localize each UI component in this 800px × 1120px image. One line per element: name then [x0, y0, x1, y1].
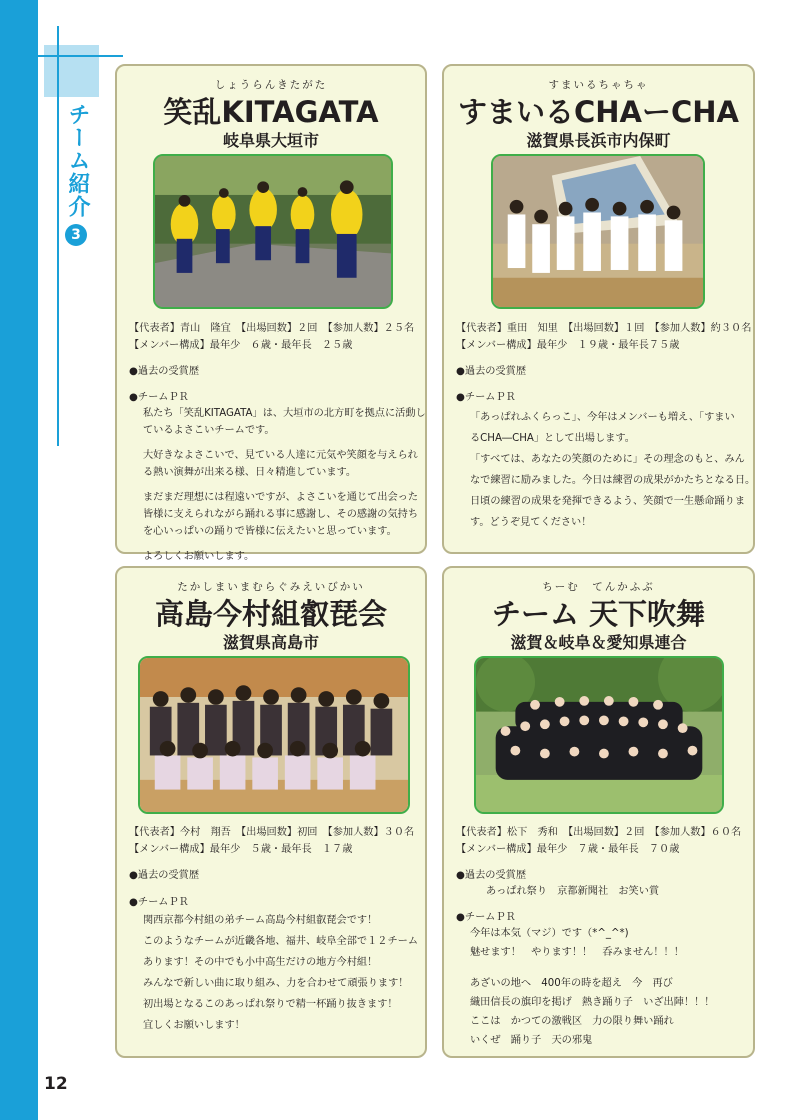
team-info [456, 320, 752, 354]
history-label: ●過去の受賞歴 [129, 366, 200, 377]
team-location: 滋賀＆岐阜＆愛知県連合 [510, 633, 687, 652]
pr-line: いくぜ 踊り子 天の邪鬼 [470, 1035, 593, 1046]
indoor-group-photo-illustration [140, 658, 408, 812]
info-line-members: 【メンバー構成】最年少 ７歳・最年長 ７０歳 [456, 844, 680, 855]
pr-line: このようなチームが近畿各地、福井、岐阜全部で１２チーム [143, 936, 419, 947]
info-line-members: 【メンバー構成】最年少 １９歳・最年長７５歳 [456, 340, 680, 351]
team-title: チーム 天下吹舞 [491, 597, 706, 631]
team-title: 笑乱KITAGATA [163, 95, 379, 129]
pr-text [143, 910, 419, 1036]
team-card-shoran [115, 64, 427, 562]
pr-line: 関西京都今村組の弟チーム高島今村組叡琵会です！ [143, 915, 378, 926]
pr-line: よろしくお願いします。 [143, 551, 255, 562]
page-number: 12 [44, 1074, 68, 1094]
pr-line: 大好きなよさこいで、見ている人達に元気や笑顔を与えられ [143, 450, 418, 461]
pr-line: を心いっぱいの踊りで皆様に伝えたいと思っています。 [143, 526, 397, 537]
history-label: ●過去の受賞歴 [456, 366, 527, 377]
pr-line: るCHA―CHA」として出場します。 [470, 433, 635, 444]
team-location: 滋賀県高島市 [222, 633, 319, 652]
outdoor-group-photo-illustration [476, 658, 722, 812]
team-ruby: すまいるちゃちゃ [548, 79, 649, 91]
team-ruby: たかしまいまむらぐみえいびかい [177, 581, 365, 593]
pr-line: 私たち「笑乱KITAGATA」は、大垣市の北方町を拠点に活動し [143, 408, 426, 419]
pr-text [143, 405, 426, 565]
vertical-divider-line [57, 26, 59, 446]
pr-line: 皆様に支えられながら踊れる事に感謝し、その感謝の気持ち [143, 509, 419, 520]
pr-line: ここは かつての激戦区 力の限り舞い踊れ [470, 1016, 674, 1027]
pr-line: 魅せます！ やります！！ 呑みません！！！ [470, 947, 684, 958]
corner-accent [44, 45, 99, 97]
team-card-smile [442, 64, 755, 554]
pr-line [143, 481, 415, 489]
section-number-badge: 3 [65, 224, 87, 246]
pr-line [143, 439, 415, 447]
pr-line: 日頃の練習の成果を発揮できるよう、笑顔で一生懸命踊りま [470, 496, 746, 507]
info-line-members: 【メンバー構成】最年少 ５歳・最年長 １７歳 [129, 844, 353, 855]
info-line-representative: 【代表者】重田 知里 【出場回数】１回 【参加人数】約３０名 [456, 323, 752, 334]
pr-line: まだまだ理想には程遠いですが、よさこいを通じて出会った [143, 492, 419, 503]
history-label: ●過去の受賞歴 [129, 870, 200, 881]
pr-line: す。どうぞ見てください！ [470, 517, 592, 528]
info-line-representative: 【代表者】青山 隆宜 【出場回数】２回 【参加人数】２５名 [129, 323, 415, 334]
pr-line: なで練習に励みました。今日は練習の成果がかたちとなる日。 [470, 475, 756, 486]
pr-line: 織田信長の旗印を掲げ 熱き踊り子 いざ出陣！！！ [470, 997, 715, 1008]
info-line-representative: 【代表者】今村 翔吾 【出場回数】初回 【参加人数】３０名 [129, 827, 415, 838]
team-card-takashima [115, 566, 427, 1058]
divider-line [38, 55, 123, 57]
team-photo [138, 656, 410, 814]
pr-line: 初出場となるこのあっぱれ祭りで精一杯踊り抜きます！ [143, 999, 398, 1010]
team-title: すまいるCHAーCHA [458, 95, 739, 129]
team-info [456, 824, 747, 858]
history-value: あっぱれ祭り 京都新聞社 お笑い賞 [486, 886, 660, 897]
pr-line: 宜しくお願いします！ [143, 1020, 245, 1031]
pr-line: 「あっぱれふくらっこ」、今年はメンバーも増え、「すまい [470, 412, 735, 423]
pr-label: ●チームＰＲ [456, 392, 516, 403]
history-label: ●過去の受賞歴 [456, 870, 527, 881]
info-line-representative: 【代表者】松下 秀和 【出場回数】２回 【参加人数】６０名 [456, 827, 742, 838]
team-ruby: ちーむ てんかふぶ [542, 581, 655, 593]
pr-line: る熱い演舞が出来る様、日々精進しています。 [143, 467, 357, 478]
team-photo [491, 154, 705, 309]
team-ruby: しょうらんきたがた [214, 79, 328, 91]
team-title: 高島今村組叡琵会 [154, 597, 387, 631]
pr-label: ●チームＰＲ [456, 912, 516, 923]
section-title: チーム紹介 [65, 103, 90, 218]
pr-line: ているよさこいチームです。 [143, 425, 275, 436]
team-location: 岐阜県大垣市 [222, 131, 319, 150]
pr-line [470, 962, 743, 974]
pr-line: みんなで新しい曲に取り組み、力を合わせて頑張ります！ [143, 978, 409, 989]
gym-photo-illustration [493, 156, 703, 307]
pr-line: あざいの地へ 400年の時を超え 今 再び [470, 978, 673, 989]
pr-text [470, 924, 743, 1050]
sidebar-bar [0, 0, 38, 1120]
pr-label: ●チームＰＲ [129, 897, 189, 908]
pr-line: 「すべては、あなたの笑顔のために」その理念のもと、みん [470, 454, 745, 465]
pr-label: ●チームＰＲ [129, 392, 189, 403]
team-location: 滋賀県長浜市内保町 [526, 131, 671, 150]
team-card-tenkafubu [442, 566, 755, 1058]
team-photo [153, 154, 393, 309]
pr-line: あります！その中でも小中高生だけの地方今村組！ [143, 957, 378, 968]
info-line-members: 【メンバー構成】最年少 ６歳・最年長 ２５歳 [129, 340, 353, 351]
team-info [129, 320, 419, 354]
pr-text [470, 407, 756, 533]
team-info [129, 824, 419, 858]
pr-line: 今年は本気（マジ）です（*^_^*) [470, 928, 629, 939]
team-photo [474, 656, 724, 814]
dance-photo-illustration [155, 156, 391, 307]
pr-line [143, 540, 415, 548]
